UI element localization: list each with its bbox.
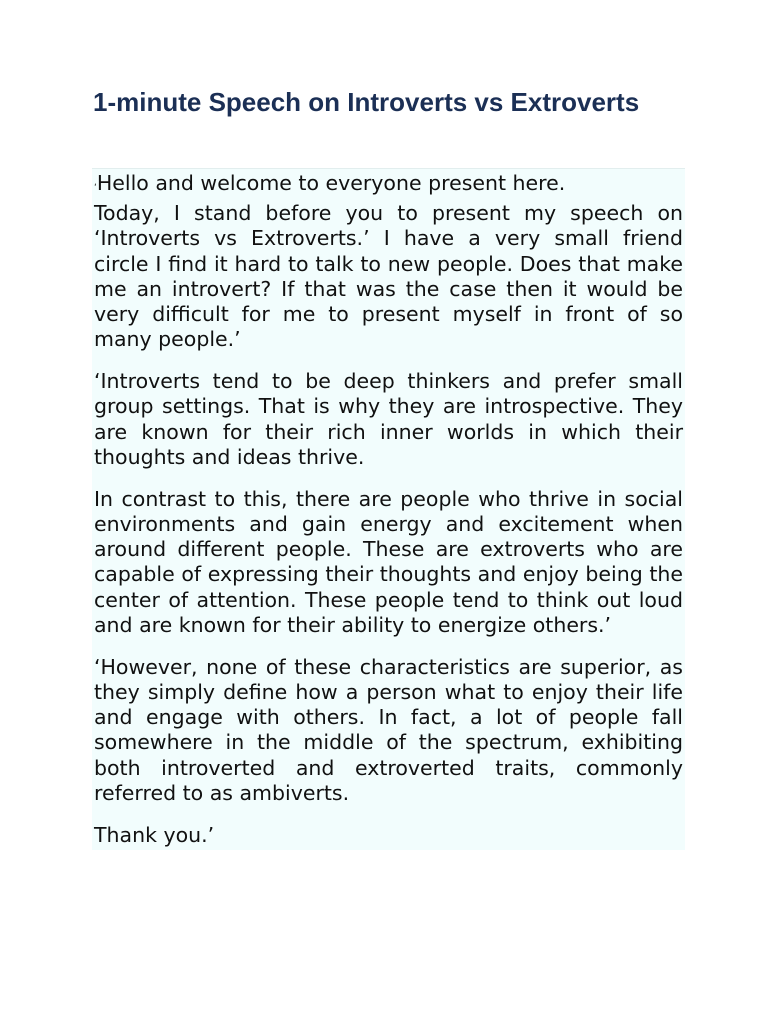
opening-quote-mark: ‘ <box>94 183 97 193</box>
speech-paragraph-1: Today, I stand before you to present my speech on ‘Introverts vs Extroverts.’ I have a very small friend circle I find it hard to talk to new people. Does that make me an introvert? If that was the case then it would be very difficult for me to present myself in front of so many people.’ <box>94 201 683 352</box>
page-title: 1-minute Speech on Introverts vs Extroverts <box>93 87 640 117</box>
speech-text <box>94 171 683 848</box>
speech-paragraph-4: ‘However, none of these characteristics are superior, as they simply define how a person what to enjoy their life and engage with others. In fact, a lot of people fall somewhere in the middle of the spectrum, exhibiting both introverted and extroverted traits, commonly referred to as ambiverts. <box>94 654 683 805</box>
speech-paragraph-3: In contrast to this, there are people who thrive in social environments and gain energy and excitement when around different people. These are extroverts who are capable of expressing their thoughts and enjoy being the center of attention. These people tend to think out loud and are known for their ability to energize others.’ <box>94 486 683 637</box>
closing-line: Thank you.’ <box>94 822 215 847</box>
speech-box <box>92 168 685 850</box>
speech-paragraph-2: ‘Introverts tend to be deep thinkers and prefer small group settings. That is why they are introspective. They are known for their rich inner worlds in which their thoughts and ideas thrive. <box>94 369 683 469</box>
greeting-line <box>94 171 683 201</box>
greeting-text: Hello and welcome to everyone present here. <box>96 171 566 195</box>
